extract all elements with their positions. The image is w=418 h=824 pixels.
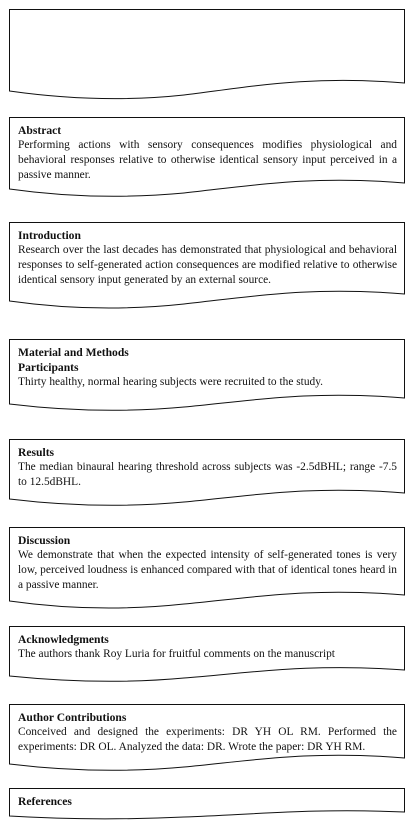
introduction-box [9, 222, 405, 310]
acknowledgments-heading: Acknowledgments [18, 633, 109, 646]
references-heading: References [18, 795, 72, 808]
introduction-heading: Introduction [18, 229, 81, 242]
abstract-text: Performing actions with sensory consequences modifies physiological and behavioral responses relative to otherwise identical sensory input perceived in a passive manner. [18, 139, 397, 182]
results-box [9, 439, 405, 507]
discussion-heading: Discussion [18, 534, 71, 547]
introduction-text: Research over the last decades has demonstrated that physiological and behavioral responses to self-generated action consequences are modified relative to otherwise identical sensory input generated by an external source. [18, 244, 397, 287]
methods-heading: Material and Methods [18, 346, 129, 359]
abstract-heading: Abstract [18, 124, 62, 137]
title-block [9, 9, 405, 101]
acknowledgments-box [9, 626, 405, 683]
discussion-box [9, 527, 405, 610]
title-block-frame [9, 9, 405, 101]
references-box [9, 788, 405, 820]
results-heading: Results [18, 446, 55, 459]
contributions-box [9, 704, 405, 772]
contributions-heading: Author Contributions [18, 711, 127, 724]
abstract-box [9, 117, 405, 198]
methods-box [9, 339, 405, 413]
methods-text: Thirty healthy, normal hearing subjects were recruited to the study. [18, 376, 324, 388]
acknowledgments-text: The authors thank Roy Luria for fruitful comments on the manuscript [18, 648, 335, 660]
participants-subheading: Participants [18, 361, 79, 374]
contributions-text: Conceived and designed the experiments: DR YH OL RM. Performed the experiments: DR OL. Analyzed the data: DR. Wrote the paper: DR YH RM. [18, 726, 397, 754]
results-text: The median binaural hearing threshold across subjects was -2.5dBHL; range -7.5 to 12.5dBHL. [18, 461, 397, 489]
discussion-text: We demonstrate that when the expected intensity of self-generated tones is very low, perceived loudness is enhanced compared with that of identical tones heard in a passive manner. [18, 549, 397, 592]
